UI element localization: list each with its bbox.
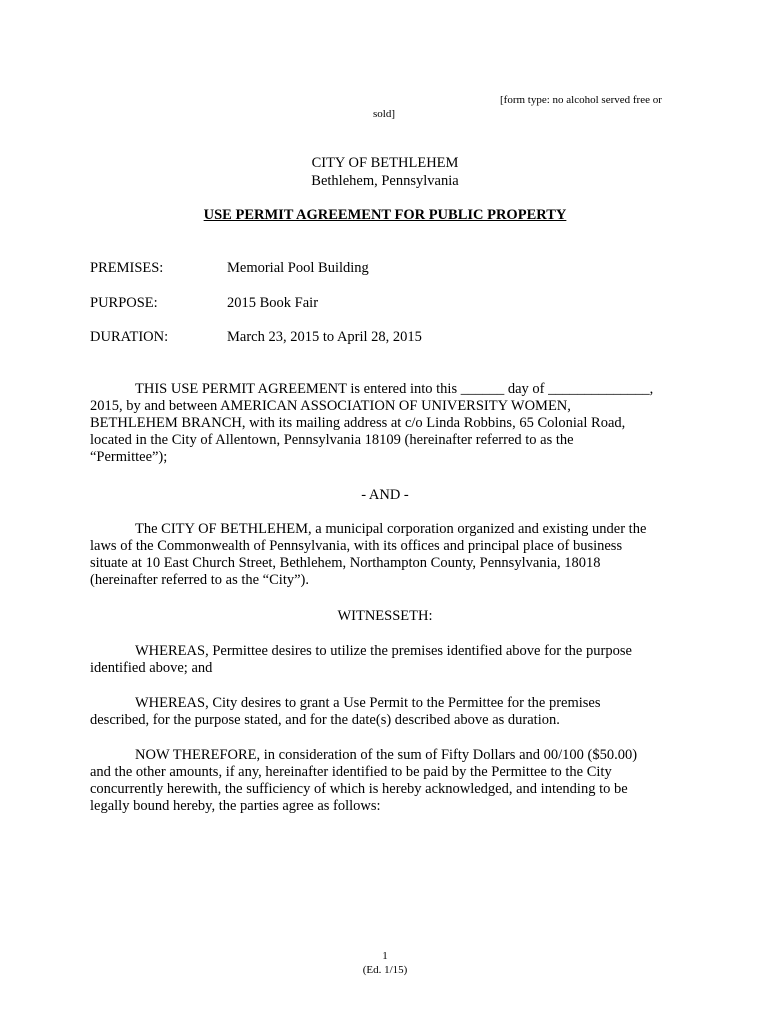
now-therefore-line: legally bound hereby, the parties agree as follows: — [90, 798, 381, 814]
whereas-paragraph-1 — [90, 643, 685, 677]
witnesseth-heading: WITNESSETH: — [337, 608, 433, 624]
now-therefore-line: and the other amounts, if any, hereinafter identified to be paid by the Permittee to the City — [90, 764, 612, 780]
premises-label: PREMISES: — [90, 260, 164, 276]
city-line: situate at 10 East Church Street, Bethlehem, Northampton County, Pennsylvania, 18018 — [90, 555, 601, 571]
document-title: USE PERMIT AGREEMENT FOR PUBLIC PROPERTY — [203, 207, 567, 223]
edition-note: (Ed. 1/15) — [362, 964, 408, 976]
page-number: 1 — [382, 950, 388, 962]
whereas-paragraph-2 — [90, 695, 685, 729]
whereas-line: WHEREAS, Permittee desires to utilize the premises identified above for the purpose — [135, 643, 632, 659]
duration-value: March 23, 2015 to April 28, 2015 — [227, 329, 422, 345]
agreement-line: located in the City of Allentown, Pennsylvania 18109 (hereinafter referred to as the — [90, 432, 574, 448]
agreement-line: 2015, by and between AMERICAN ASSOCIATION OF UNIVERSITY WOMEN, — [90, 398, 571, 414]
form-type-note-line-1: [form type: no alcohol served free or — [500, 94, 662, 106]
city-heading: CITY OF BETHLEHEM — [311, 155, 459, 171]
whereas-line: WHEREAS, City desires to grant a Use Permit to the Permittee for the premises — [135, 695, 601, 711]
city-paragraph — [90, 521, 685, 589]
premises-value: Memorial Pool Building — [227, 260, 369, 276]
now-therefore-paragraph — [90, 747, 685, 815]
city-line: The CITY OF BETHLEHEM, a municipal corporation organized and existing under the — [135, 521, 647, 537]
duration-label: DURATION: — [90, 329, 169, 345]
city-line: (hereinafter referred to as the “City”). — [90, 572, 309, 588]
form-type-note-line-2: sold] — [373, 108, 395, 120]
whereas-line: identified above; and — [90, 660, 213, 676]
agreement-paragraph — [90, 381, 685, 466]
now-therefore-line: NOW THEREFORE, in consideration of the sum of Fifty Dollars and 00/100 ($50.00) — [135, 747, 638, 763]
purpose-value: 2015 Book Fair — [227, 295, 319, 311]
city-line: laws of the Commonwealth of Pennsylvania, with its offices and principal place of business — [90, 538, 623, 554]
and-separator: - AND - — [361, 487, 409, 503]
whereas-line: described, for the purpose stated, and for the date(s) described above as duration. — [90, 712, 560, 728]
location-heading: Bethlehem, Pennsylvania — [311, 173, 459, 189]
agreement-line: “Permittee”); — [90, 449, 168, 465]
agreement-line: BETHLEHEM BRANCH, with its mailing address at c/o Linda Robbins, 65 Colonial Road, — [90, 415, 626, 431]
now-therefore-line: concurrently herewith, the sufficiency of which is hereby acknowledged, and intending to be — [90, 781, 628, 797]
agreement-line: THIS USE PERMIT AGREEMENT is entered into this ______ day of ______________, — [135, 381, 654, 397]
purpose-label: PURPOSE: — [90, 295, 158, 311]
